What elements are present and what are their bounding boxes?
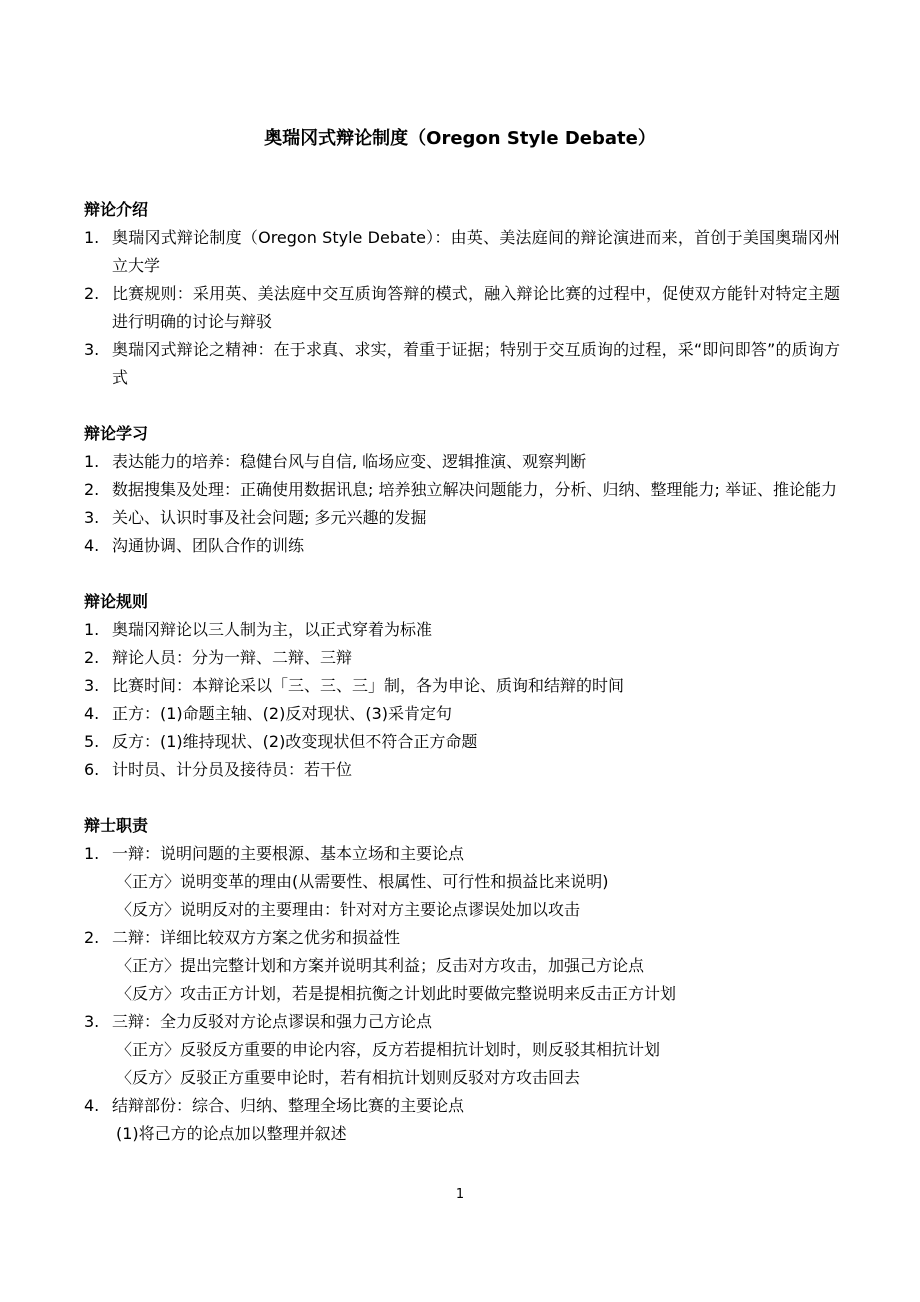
list-item-subline: 〈反方〉攻击正方计划，若是提相抗衡之计划此时要做完整说明来反击正方计划 (116, 984, 677, 1003)
list-item-subline: 〈反方〉说明反对的主要理由：针对对方主要论点谬误处加以攻击 (116, 900, 581, 919)
list-item-subline: 〈反方〉反驳正方重要申论时，若有相抗计划则反驳对方攻击回去 (116, 1068, 581, 1087)
list-item-text: 奥瑞冈式辩论之精神：在于求真、求实，着重于证据；特别于交互质询的过程，采“即问即答”的质询方式 (112, 340, 840, 387)
list-item (84, 504, 840, 532)
list-item-subline: (1)将己方的论点加以整理并叙述 (116, 1124, 347, 1143)
list-item-body (112, 672, 840, 700)
list-item-subline: 〈正方〉反驳反方重要的申论内容，反方若提相抗计划时，则反驳其相抗计划 (116, 1040, 661, 1059)
list-item-text: 沟通协调、团队合作的训练 (112, 536, 305, 555)
list-item-body (112, 336, 840, 392)
list-item-text: 反方：(1)维持现状、(2)改变现状但不符合正方命题 (112, 732, 478, 751)
list-item-number: 2. (84, 480, 100, 499)
list-item-text: 正方：(1)命题主轴、(2)反对现状、(3)采肯定句 (112, 704, 452, 723)
page-number: 1 (455, 1187, 465, 1202)
list-item-body (112, 1092, 840, 1148)
list-item-subline: 〈正方〉提出完整计划和方案并说明其利益；反击对方攻击，加强己方论点 (116, 956, 645, 975)
list-item-number: 1. (84, 620, 100, 639)
list-item (84, 336, 840, 392)
list-item (84, 1092, 840, 1148)
section-heading: 辩士职责 (84, 816, 149, 835)
list-item-body (112, 224, 840, 280)
list-item-text: 结辩部份：综合、归纳、整理全场比赛的主要论点 (112, 1096, 465, 1115)
section (84, 812, 840, 1148)
list-item-number: 4. (84, 1096, 100, 1115)
list-item (84, 644, 840, 672)
list-item-text: 关心、认识时事及社会问题; 多元兴趣的发掘 (112, 508, 427, 527)
list-item-body (112, 532, 840, 560)
list-item-text: 奥瑞冈辩论以三人制为主，以正式穿着为标准 (112, 620, 433, 639)
page-title: 奥瑞冈式辩论制度（Oregon Style Debate） (264, 128, 656, 149)
list-item (84, 1008, 840, 1092)
list-item-body (112, 644, 840, 672)
list-item-body (112, 840, 840, 924)
list-item-number: 2. (84, 928, 100, 947)
list-item-number: 5. (84, 732, 100, 751)
list-item (84, 280, 840, 336)
list-item-text: 表达能力的培养：稳健台风与自信, 临场应变、逻辑推演、观察判断 (112, 452, 587, 471)
list-item (84, 728, 840, 756)
list-item (84, 924, 840, 1008)
list-item-body (112, 728, 840, 756)
section (84, 196, 840, 392)
list-item-text: 数据搜集及处理：正确使用数据讯息; 培养独立解决问题能力，分析、归纳、整理能力; 举证、推论能力 (112, 480, 837, 499)
list-item-number: 1. (84, 452, 100, 471)
list-item-text: 奥瑞冈式辩论制度（Oregon Style Debate）：由英、美法庭间的辩论演进而来，首创于美国奥瑞冈州立大学 (112, 228, 840, 275)
section-heading: 辩论学习 (84, 424, 149, 443)
list-item-text: 三辩：全力反驳对方论点谬误和强力己方论点 (112, 1012, 433, 1031)
list-item-text: 比赛规则：采用英、美法庭中交互质询答辩的模式，融入辩论比赛的过程中，促使双方能针对特定主题进行明确的讨论与辩驳 (112, 284, 840, 331)
list-item-body (112, 448, 840, 476)
list-item-body (112, 756, 840, 784)
list-item (84, 476, 840, 504)
section (84, 588, 840, 784)
list-item-number: 1. (84, 844, 100, 863)
list-item-body (112, 616, 840, 644)
list-item-number: 3. (84, 340, 100, 359)
list-item-number: 4. (84, 704, 100, 723)
list-item (84, 756, 840, 784)
list-item-body (112, 700, 840, 728)
list-item-number: 4. (84, 536, 100, 555)
list-item (84, 840, 840, 924)
list-item-body (112, 504, 840, 532)
list-item-number: 3. (84, 1012, 100, 1031)
list-item-number: 3. (84, 676, 100, 695)
list-item-number: 2. (84, 284, 100, 303)
section (84, 420, 840, 560)
list-item-text: 计时员、计分员及接待员：若干位 (112, 760, 353, 779)
list-item-body (112, 280, 840, 336)
list-item-text: 一辩：说明问题的主要根源、基本立场和主要论点 (112, 844, 465, 863)
list-item-text: 二辩：详细比较双方方案之优劣和损益性 (112, 928, 401, 947)
list-item-text: 辩论人员：分为一辩、二辩、三辩 (112, 648, 353, 667)
document-body (84, 196, 840, 1176)
list-item-number: 6. (84, 760, 100, 779)
list-item-text: 比赛时间：本辩论采以「三、三、三」制，各为申论、质询和结辩的时间 (112, 676, 625, 695)
list-item-body (112, 1008, 840, 1092)
list-item-body (112, 924, 840, 1008)
list-item-subline: 〈正方〉说明变革的理由(从需要性、根属性、可行性和损益比来说明) (116, 872, 609, 891)
list-item (84, 700, 840, 728)
list-item (84, 672, 840, 700)
list-item (84, 616, 840, 644)
list-item-body (112, 476, 840, 504)
list-item-number: 2. (84, 648, 100, 667)
list-item (84, 448, 840, 476)
list-item-number: 3. (84, 508, 100, 527)
list-item (84, 224, 840, 280)
list-item-number: 1. (84, 228, 100, 247)
list-item (84, 532, 840, 560)
section-heading: 辩论介绍 (84, 200, 149, 219)
section-heading: 辩论规则 (84, 592, 149, 611)
